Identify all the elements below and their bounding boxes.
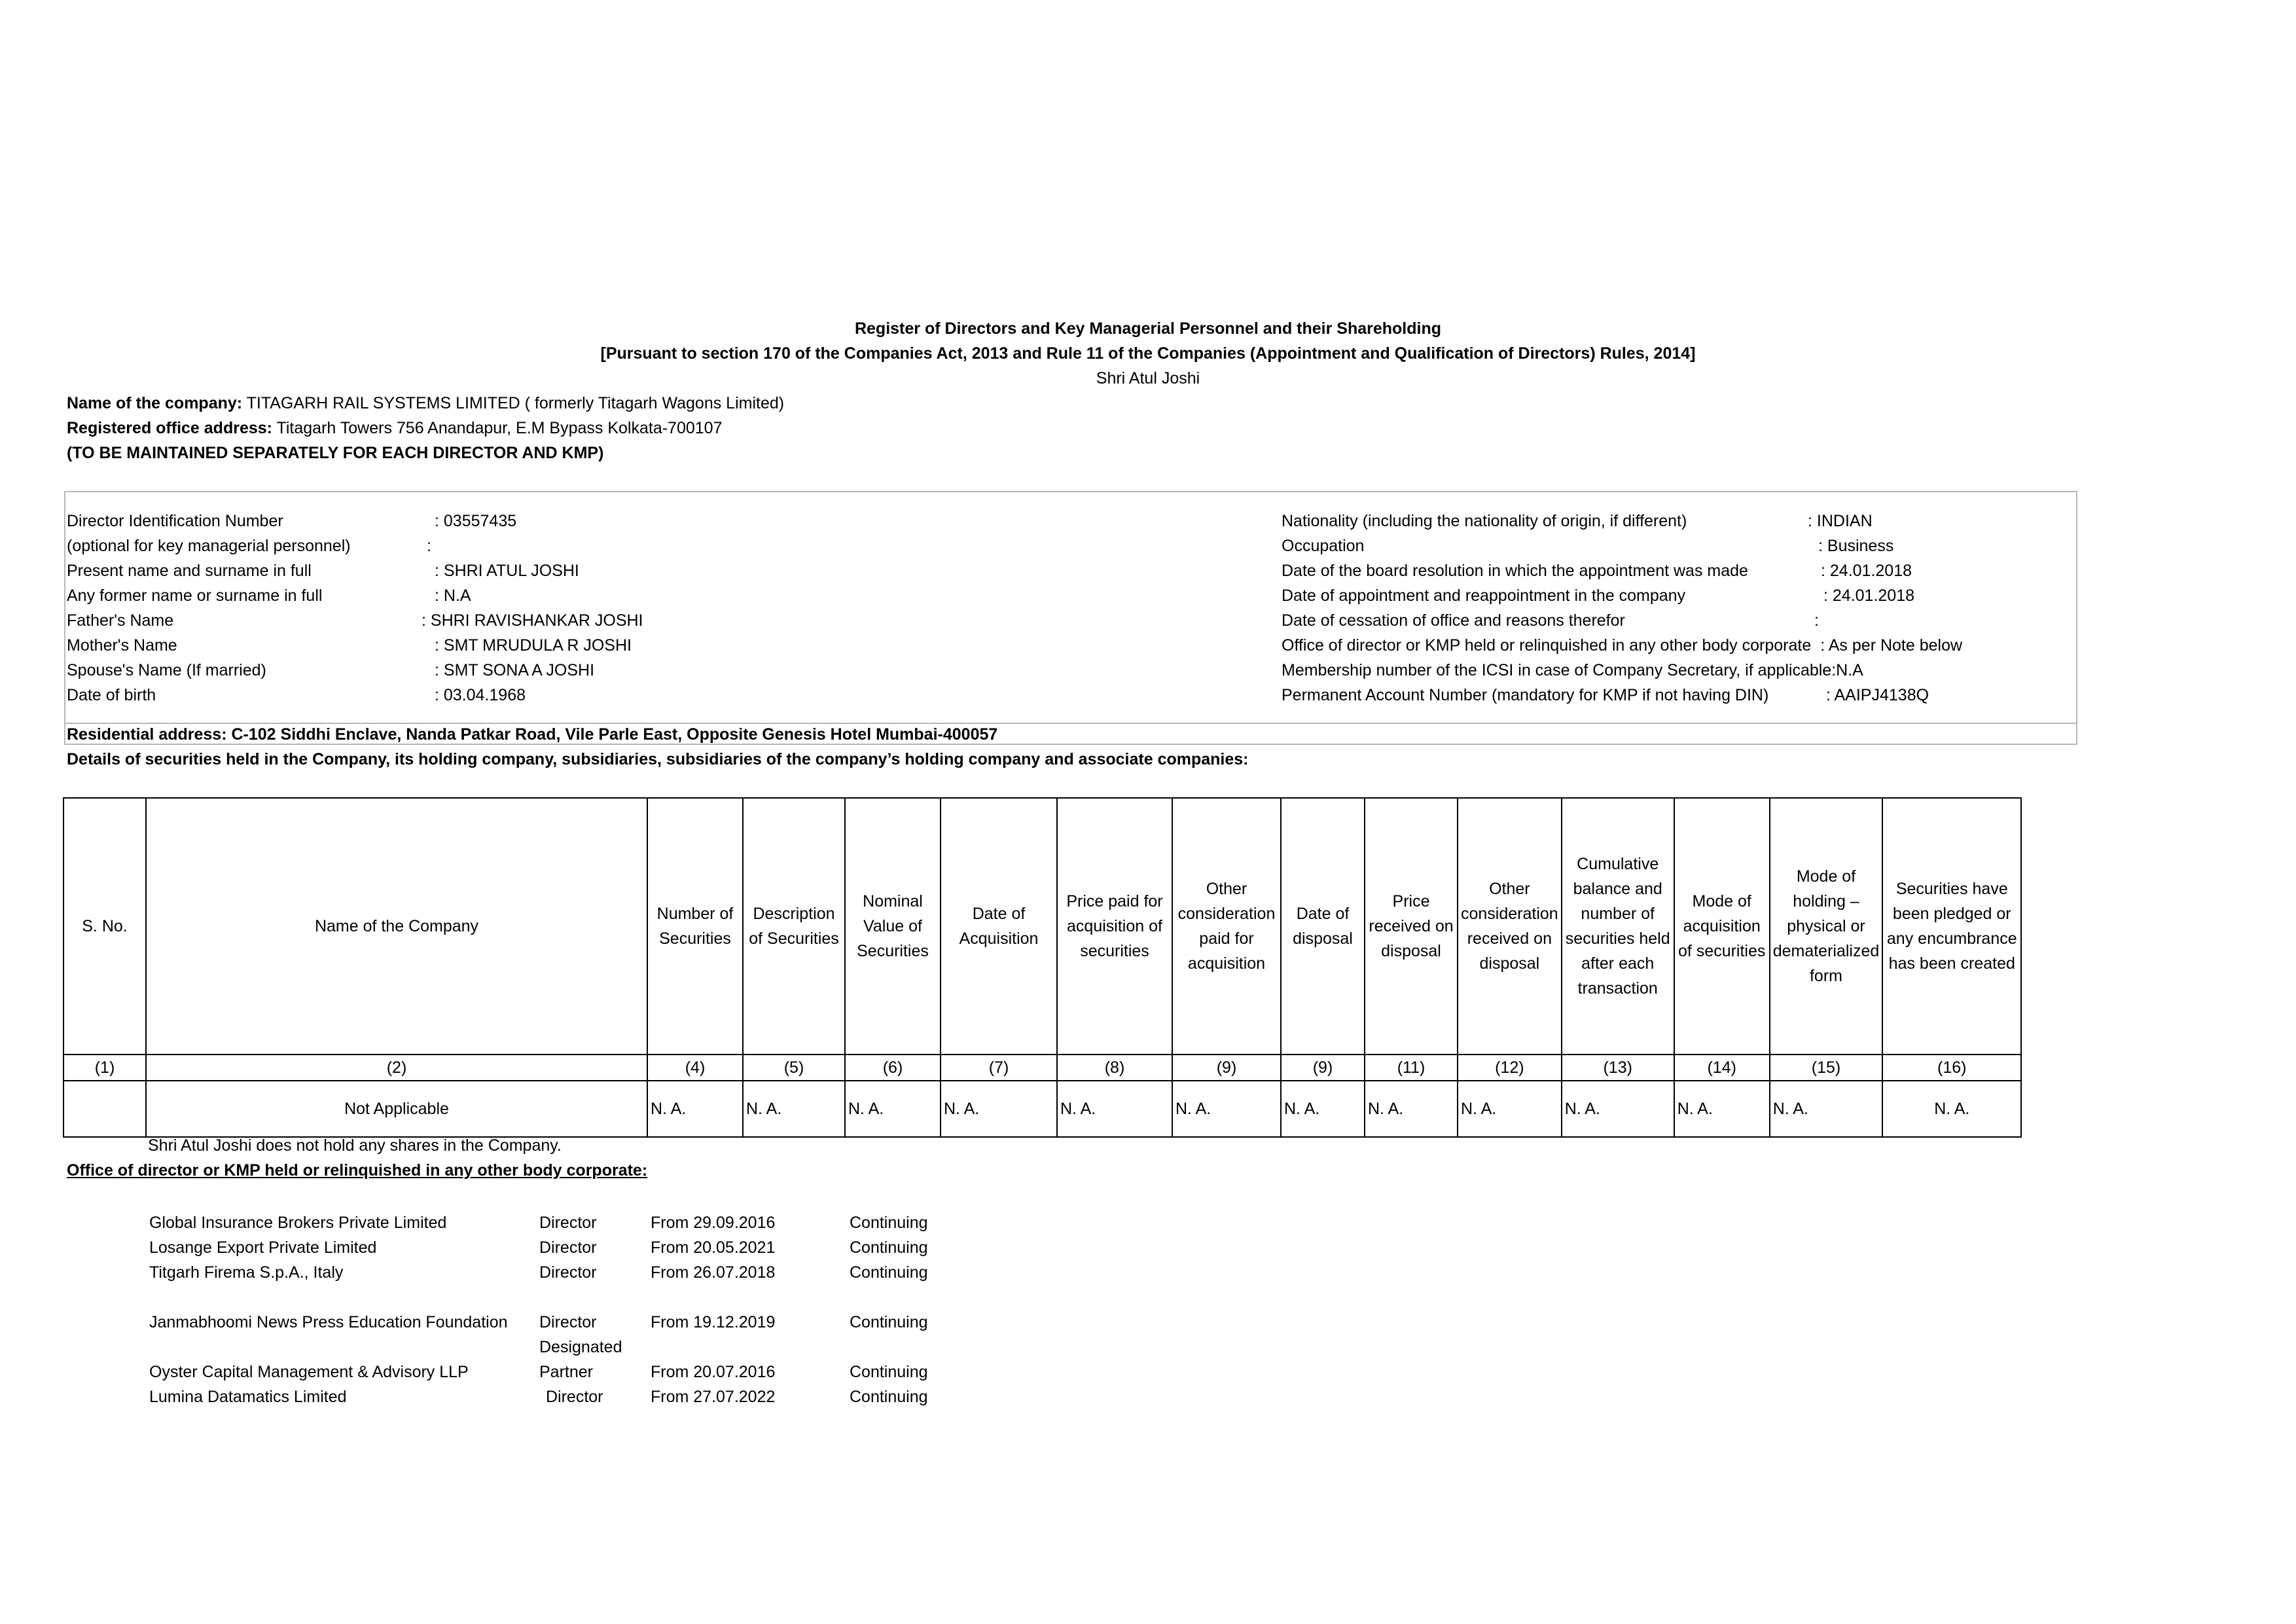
table-cell: N. A. (1057, 1081, 1172, 1137)
registered-office-value: Titagarh Towers 756 Anandapur, E.M Bypass Kolkata-700107 (272, 419, 723, 437)
office-from: From 27.07.2022 (651, 1388, 776, 1406)
col-header-number: Number of Securities (647, 798, 743, 1055)
col-header-description: Description of Securities (743, 798, 845, 1055)
col-header-company: Name of the Company (146, 798, 647, 1055)
field-optional-kmp-value: : (427, 537, 431, 555)
office-role: Director (546, 1388, 603, 1406)
office-heading: Office of director or KMP held or relinquished in any other body corporate: (67, 1161, 648, 1180)
securities-intro: Details of securities held in the Company, its holding company, subsidiaries, subsidiaries of the company’s holding company and associate companies: (67, 750, 1249, 768)
table-cell: N. A. (1562, 1081, 1674, 1137)
col-number: (7) (941, 1055, 1057, 1081)
col-number: (9) (1172, 1055, 1281, 1081)
col-number: (16) (1882, 1055, 2021, 1081)
col-number: (5) (743, 1055, 845, 1081)
field-father-name-value: : SHRI RAVISHANKAR JOSHI (422, 611, 643, 630)
office-from: From 29.09.2016 (651, 1214, 776, 1232)
col-number: (2) (146, 1055, 647, 1081)
col-header-price-paid: Price paid for acquisition of securities (1057, 798, 1172, 1055)
office-status: Continuing (850, 1238, 928, 1257)
field-optional-kmp: (optional for key managerial personnel) (67, 537, 351, 555)
office-from: From 19.12.2019 (651, 1313, 776, 1331)
office-from: From 26.07.2018 (651, 1263, 776, 1282)
col-number: (6) (845, 1055, 941, 1081)
col-header-cumulative: Cumulative balance and number of securities held after each transaction (1562, 798, 1674, 1055)
table-cell: N. A. (1770, 1081, 1883, 1137)
office-status: Continuing (850, 1214, 928, 1232)
table-cell: N. A. (1674, 1081, 1770, 1137)
office-role: Director (539, 1313, 597, 1331)
field-occupation: Occupation (1282, 537, 1365, 555)
table-row (63, 1081, 2021, 1137)
field-mother-name: Mother's Name (67, 636, 177, 655)
list-item: Oyster Capital Management & Advisory LLP (149, 1363, 469, 1381)
table-cell: N. A. (1281, 1081, 1365, 1137)
col-number: (14) (1674, 1055, 1770, 1081)
office-from: From 20.05.2021 (651, 1238, 776, 1257)
field-other-office: Office of director or KMP held or relinquished in any other body corporate : As per Note below (1282, 636, 1963, 655)
registered-office-line (67, 418, 722, 439)
director-details-box (64, 491, 2077, 745)
securities-table (63, 797, 2022, 1138)
field-dob: Date of birth (67, 686, 156, 704)
col-number: (9) (1281, 1055, 1365, 1081)
col-number: (15) (1770, 1055, 1883, 1081)
residential-address: Residential address: C-102 Siddhi Enclave, Nanda Patkar Road, Vile Parle East, Opposite Genesis Hotel Mumbai-400057 (67, 725, 998, 744)
company-name-value: TITAGARH RAIL SYSTEMS LIMITED ( formerly Titagarh Wagons Limited) (242, 394, 785, 412)
col-number: (4) (647, 1055, 743, 1081)
office-status: Continuing (850, 1313, 928, 1331)
register-subtitle: [Pursuant to section 170 of the Companies Act, 2013 and Rule 11 of the Companies (Appointment and Qualification of Directors) Rules, 2014] (600, 344, 1696, 363)
table-cell: N. A. (743, 1081, 845, 1137)
office-role: Director (539, 1238, 597, 1257)
field-mother-name-value: : SMT MRUDULA R JOSHI (435, 636, 632, 655)
col-header-disposal-date: Date of disposal (1281, 798, 1365, 1055)
col-number: (11) (1365, 1055, 1458, 1081)
field-present-name: Present name and surname in full (67, 562, 312, 580)
table-cell (63, 1081, 146, 1137)
maintenance-note: (TO BE MAINTAINED SEPARATELY FOR EACH DIRECTOR AND KMP) (67, 444, 604, 462)
table-number-row (63, 1055, 2021, 1081)
table-cell: N. A. (941, 1081, 1057, 1137)
field-pan-value: : AAIPJ4138Q (1826, 686, 1929, 704)
office-role: Director (539, 1214, 597, 1232)
field-present-name-value: : SHRI ATUL JOSHI (435, 562, 579, 580)
table-cell: N. A. (1365, 1081, 1458, 1137)
field-board-resolution: Date of the board resolution in which the appointment was made (1282, 562, 1748, 580)
field-icsi-membership: Membership number of the ICSI in case of Company Secretary, if applicable:N.A (1282, 661, 1863, 679)
field-spouse-name: Spouse's Name (If married) (67, 661, 266, 679)
list-item: Lumina Datamatics Limited (149, 1388, 347, 1406)
registered-office-label: Registered office address: (67, 419, 272, 437)
list-item: Global Insurance Brokers Private Limited (149, 1214, 447, 1232)
field-spouse-name-value: : SMT SONA A JOSHI (435, 661, 595, 679)
field-former-name: Any former name or surname in full (67, 586, 323, 605)
table-cell: N. A. (647, 1081, 743, 1137)
col-number: (8) (1057, 1055, 1172, 1081)
field-cessation-value: : (1814, 611, 1819, 630)
office-from: From 20.07.2016 (651, 1363, 776, 1381)
col-number: (12) (1458, 1055, 1562, 1081)
col-number: (13) (1562, 1055, 1674, 1081)
table-cell: N. A. (1172, 1081, 1281, 1137)
field-cessation: Date of cessation of office and reasons therefor (1282, 611, 1625, 630)
office-role: Partner (539, 1363, 593, 1381)
col-header-mode-acq: Mode of acquisition of securities (1674, 798, 1770, 1055)
list-item: Janmabhoomi News Press Education Foundation (149, 1313, 508, 1331)
field-former-name-value: : N.A (435, 586, 471, 605)
list-item: Losange Export Private Limited (149, 1238, 377, 1257)
field-nationality: Nationality (including the nationality of origin, if different) (1282, 512, 1687, 530)
person-name: Shri Atul Joshi (1096, 369, 1200, 388)
field-din-value: : 03557435 (435, 512, 517, 530)
field-board-resolution-value: : 24.01.2018 (1821, 562, 1912, 580)
col-header-sno: S. No. (63, 798, 146, 1055)
table-cell: N. A. (1458, 1081, 1562, 1137)
field-pan: Permanent Account Number (mandatory for KMP if not having DIN) (1282, 686, 1769, 704)
field-dob-value: : 03.04.1968 (435, 686, 526, 704)
office-status: Continuing (850, 1388, 928, 1406)
col-header-other-paid: Other consideration paid for acquisition (1172, 798, 1281, 1055)
holding-note: Shri Atul Joshi does not hold any shares in the Company. (148, 1136, 562, 1155)
table-cell: N. A. (845, 1081, 941, 1137)
company-name-line (67, 393, 784, 414)
col-header-acq-date: Date of Acquisition (941, 798, 1057, 1055)
field-occupation-value: : Business (1818, 537, 1894, 555)
field-nationality-value: : INDIAN (1808, 512, 1873, 530)
col-header-other-received: Other consideration received on disposal (1458, 798, 1562, 1055)
field-appointment-date: Date of appointment and reappointment in the company (1282, 586, 1686, 605)
col-header-price-received: Price received on disposal (1365, 798, 1458, 1055)
list-item: Titgarh Firema S.p.A., Italy (149, 1263, 344, 1282)
col-number: (1) (63, 1055, 146, 1081)
col-header-mode-holding: Mode of holding – physical or dematerialized form (1770, 798, 1883, 1055)
office-status: Continuing (850, 1363, 928, 1381)
register-title: Register of Directors and Key Managerial Personnel and their Shareholding (854, 319, 1442, 338)
field-father-name: Father's Name (67, 611, 174, 630)
field-appointment-date-value: : 24.01.2018 (1823, 586, 1915, 605)
office-role: Director (539, 1263, 597, 1282)
company-name-label: Name of the company: (67, 394, 243, 412)
field-din: Director Identification Number (67, 512, 283, 530)
table-cell: N. A. (1882, 1081, 2021, 1137)
office-status: Continuing (850, 1263, 928, 1282)
office-role-secondary: Designated (539, 1338, 622, 1356)
table-cell-company: Not Applicable (146, 1081, 647, 1137)
table-header-row (63, 798, 2021, 1055)
col-header-pledged: Securities have been pledged or any encumbrance has been created (1882, 798, 2021, 1055)
col-header-nominal: Nominal Value of Securities (845, 798, 941, 1055)
